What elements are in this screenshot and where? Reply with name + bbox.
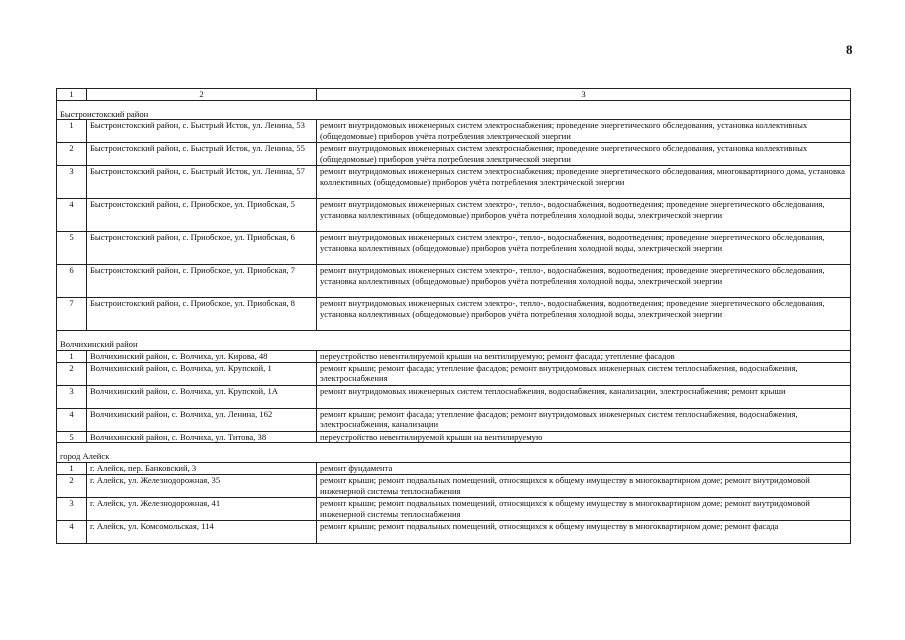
- row-works: ремонт крыши; ремонт фасада; утепление фасадов; ремонт внутридомовых инженерных систем теплоснабжения, водоснабжения, электроснабжения, канализации: [317, 408, 851, 431]
- table-row: [57, 143, 851, 166]
- header-col-3: 3: [317, 89, 851, 101]
- row-works: переустройство невентилируемой крыши на вентилируемую; ремонт фасада; утепление фасадов: [317, 351, 851, 363]
- row-works: ремонт фундамента: [317, 463, 851, 475]
- row-number: 1: [57, 463, 87, 475]
- row-number: 4: [57, 408, 87, 431]
- row-number: 2: [57, 362, 87, 385]
- row-works: ремонт внутридомовых инженерных систем электро-, тепло-, водоснабжения, водоотведения; проведение энергетического обследования, установка коллективных (общедомовые) приборов учёта потребления холодной воды, электрической энергии: [317, 265, 851, 298]
- row-number: 3: [57, 166, 87, 199]
- table-row: [57, 408, 851, 431]
- row-number: 4: [57, 199, 87, 232]
- row-works: ремонт внутридомовых инженерных систем электроснабжения; проведение энергетического обследования, установка коллективных (общедомовые) приборов учёта потребления электрической энергии: [317, 143, 851, 166]
- row-address: Быстроистокский район, с. Приобское, ул. Приобская, 5: [87, 199, 317, 232]
- table-row: [57, 474, 851, 497]
- row-address: Волчихинский район, с. Волчиха, ул. Кирова, 48: [87, 351, 317, 363]
- row-number: 6: [57, 265, 87, 298]
- table-row: [57, 120, 851, 143]
- row-works: ремонт внутридомовых инженерных систем теплоснабжения, водоснабжения, канализации, электроснабжения; ремонт крыши: [317, 385, 851, 408]
- row-works: ремонт крыши; ремонт подвальных помещений, относящихся к общему имуществу в многоквартирном доме; ремонт фасада: [317, 520, 851, 543]
- row-address: Волчихинский район, с. Волчиха, ул. Крупской, 1А: [87, 385, 317, 408]
- section-title: город Алейск: [57, 443, 851, 463]
- table-row: [57, 431, 851, 443]
- row-address: г. Алейск, ул. Комсомольская, 114: [87, 520, 317, 543]
- header-col-1: 1: [57, 89, 87, 101]
- table-row: [57, 298, 851, 331]
- row-number: 5: [57, 431, 87, 443]
- row-address: Быстроистокский район, с. Быстрый Исток, ул. Ленина, 53: [87, 120, 317, 143]
- row-number: 3: [57, 497, 87, 520]
- table-row: [57, 385, 851, 408]
- row-number: 2: [57, 143, 87, 166]
- row-address: г. Алейск, ул. Железнодорожная, 35: [87, 474, 317, 497]
- row-works: ремонт внутридомовых инженерных систем электроснабжения; проведение энергетического обследования, установка коллективных (общедомовые) приборов учёта потребления электрической энергии: [317, 120, 851, 143]
- table-row: [57, 520, 851, 543]
- table-row: [57, 463, 851, 475]
- page-number: 8: [846, 42, 853, 57]
- section-row: [57, 443, 851, 463]
- table-row: [57, 351, 851, 363]
- row-number: 5: [57, 232, 87, 265]
- row-works: ремонт внутридомовых инженерных систем электро-, тепло-, водоснабжения, водоотведения; проведение энергетического обследования, установка коллективных (общедомовые) приборов учёта потребления холодной воды, электрической энергии: [317, 199, 851, 232]
- row-number: 3: [57, 385, 87, 408]
- header-col-2: 2: [87, 89, 317, 101]
- row-number: 1: [57, 120, 87, 143]
- row-address: Быстроистокский район, с. Быстрый Исток, ул. Ленина, 57: [87, 166, 317, 199]
- row-works: ремонт крыши; ремонт подвальных помещений, относящихся к общему имуществу в многоквартирном доме; ремонт внутридомовой инженерной системы теплоснабжения: [317, 474, 851, 497]
- row-works: переустройство невентилируемой крыши на вентилируемую: [317, 431, 851, 443]
- row-number: 4: [57, 520, 87, 543]
- table-row: [57, 265, 851, 298]
- row-works: ремонт внутридомовых инженерных систем электро-, тепло-, водоснабжения, водоотведения; проведение энергетического обследования, установка коллективных (общедомовые) приборов учёта потребления холодной воды, электрической энергии: [317, 298, 851, 331]
- section-title: Волчихинский район: [57, 331, 851, 351]
- section-row: [57, 331, 851, 351]
- row-number: 7: [57, 298, 87, 331]
- row-address: г. Алейск, ул. Железнодорожная, 41: [87, 497, 317, 520]
- section-row: [57, 100, 851, 120]
- row-address: г. Алейск, пер. Банковский, 3: [87, 463, 317, 475]
- table-row: [57, 362, 851, 385]
- section-title: Быстроистокский район: [57, 100, 851, 120]
- row-works: ремонт внутридомовых инженерных систем электроснабжения; проведение энергетического обследования, многоквартирного дома, установка коллективных (общедомовые) приборов учёта потребления электрической энергии: [317, 166, 851, 199]
- row-works: ремонт крыши; ремонт фасада; утепление фасадов; ремонт внутридомовых инженерных систем теплоснабжения, водоснабжения, электроснабжения: [317, 362, 851, 385]
- row-works: ремонт крыши; ремонт подвальных помещений, относящихся к общему имуществу в многоквартирном доме; ремонт внутридомовой инженерной системы теплоснабжения: [317, 497, 851, 520]
- row-address: Быстроистокский район, с. Приобское, ул. Приобская, 7: [87, 265, 317, 298]
- table-row: [57, 232, 851, 265]
- row-number: 2: [57, 474, 87, 497]
- row-address: Волчихинский район, с. Волчиха, ул. Титова, 38: [87, 431, 317, 443]
- row-address: Волчихинский район, с. Волчиха, ул. Ленина, 162: [87, 408, 317, 431]
- row-address: Быстроистокский район, с. Быстрый Исток, ул. Ленина, 55: [87, 143, 317, 166]
- header-row: [57, 89, 851, 101]
- row-address: Быстроистокский район, с. Приобское, ул. Приобская, 6: [87, 232, 317, 265]
- table-row: [57, 199, 851, 232]
- row-number: 1: [57, 351, 87, 363]
- row-address: Быстроистокский район, с. Приобское, ул. Приобская, 8: [87, 298, 317, 331]
- table-row: [57, 166, 851, 199]
- table-row: [57, 497, 851, 520]
- row-address: Волчихинский район, с. Волчиха, ул. Крупской, 1: [87, 362, 317, 385]
- row-works: ремонт внутридомовых инженерных систем электро-, тепло-, водоснабжения, водоотведения; проведение энергетического обследования, установка коллективных (общедомовые) приборов учёта потребления холодной воды, электрической энергии: [317, 232, 851, 265]
- works-table: [56, 88, 851, 544]
